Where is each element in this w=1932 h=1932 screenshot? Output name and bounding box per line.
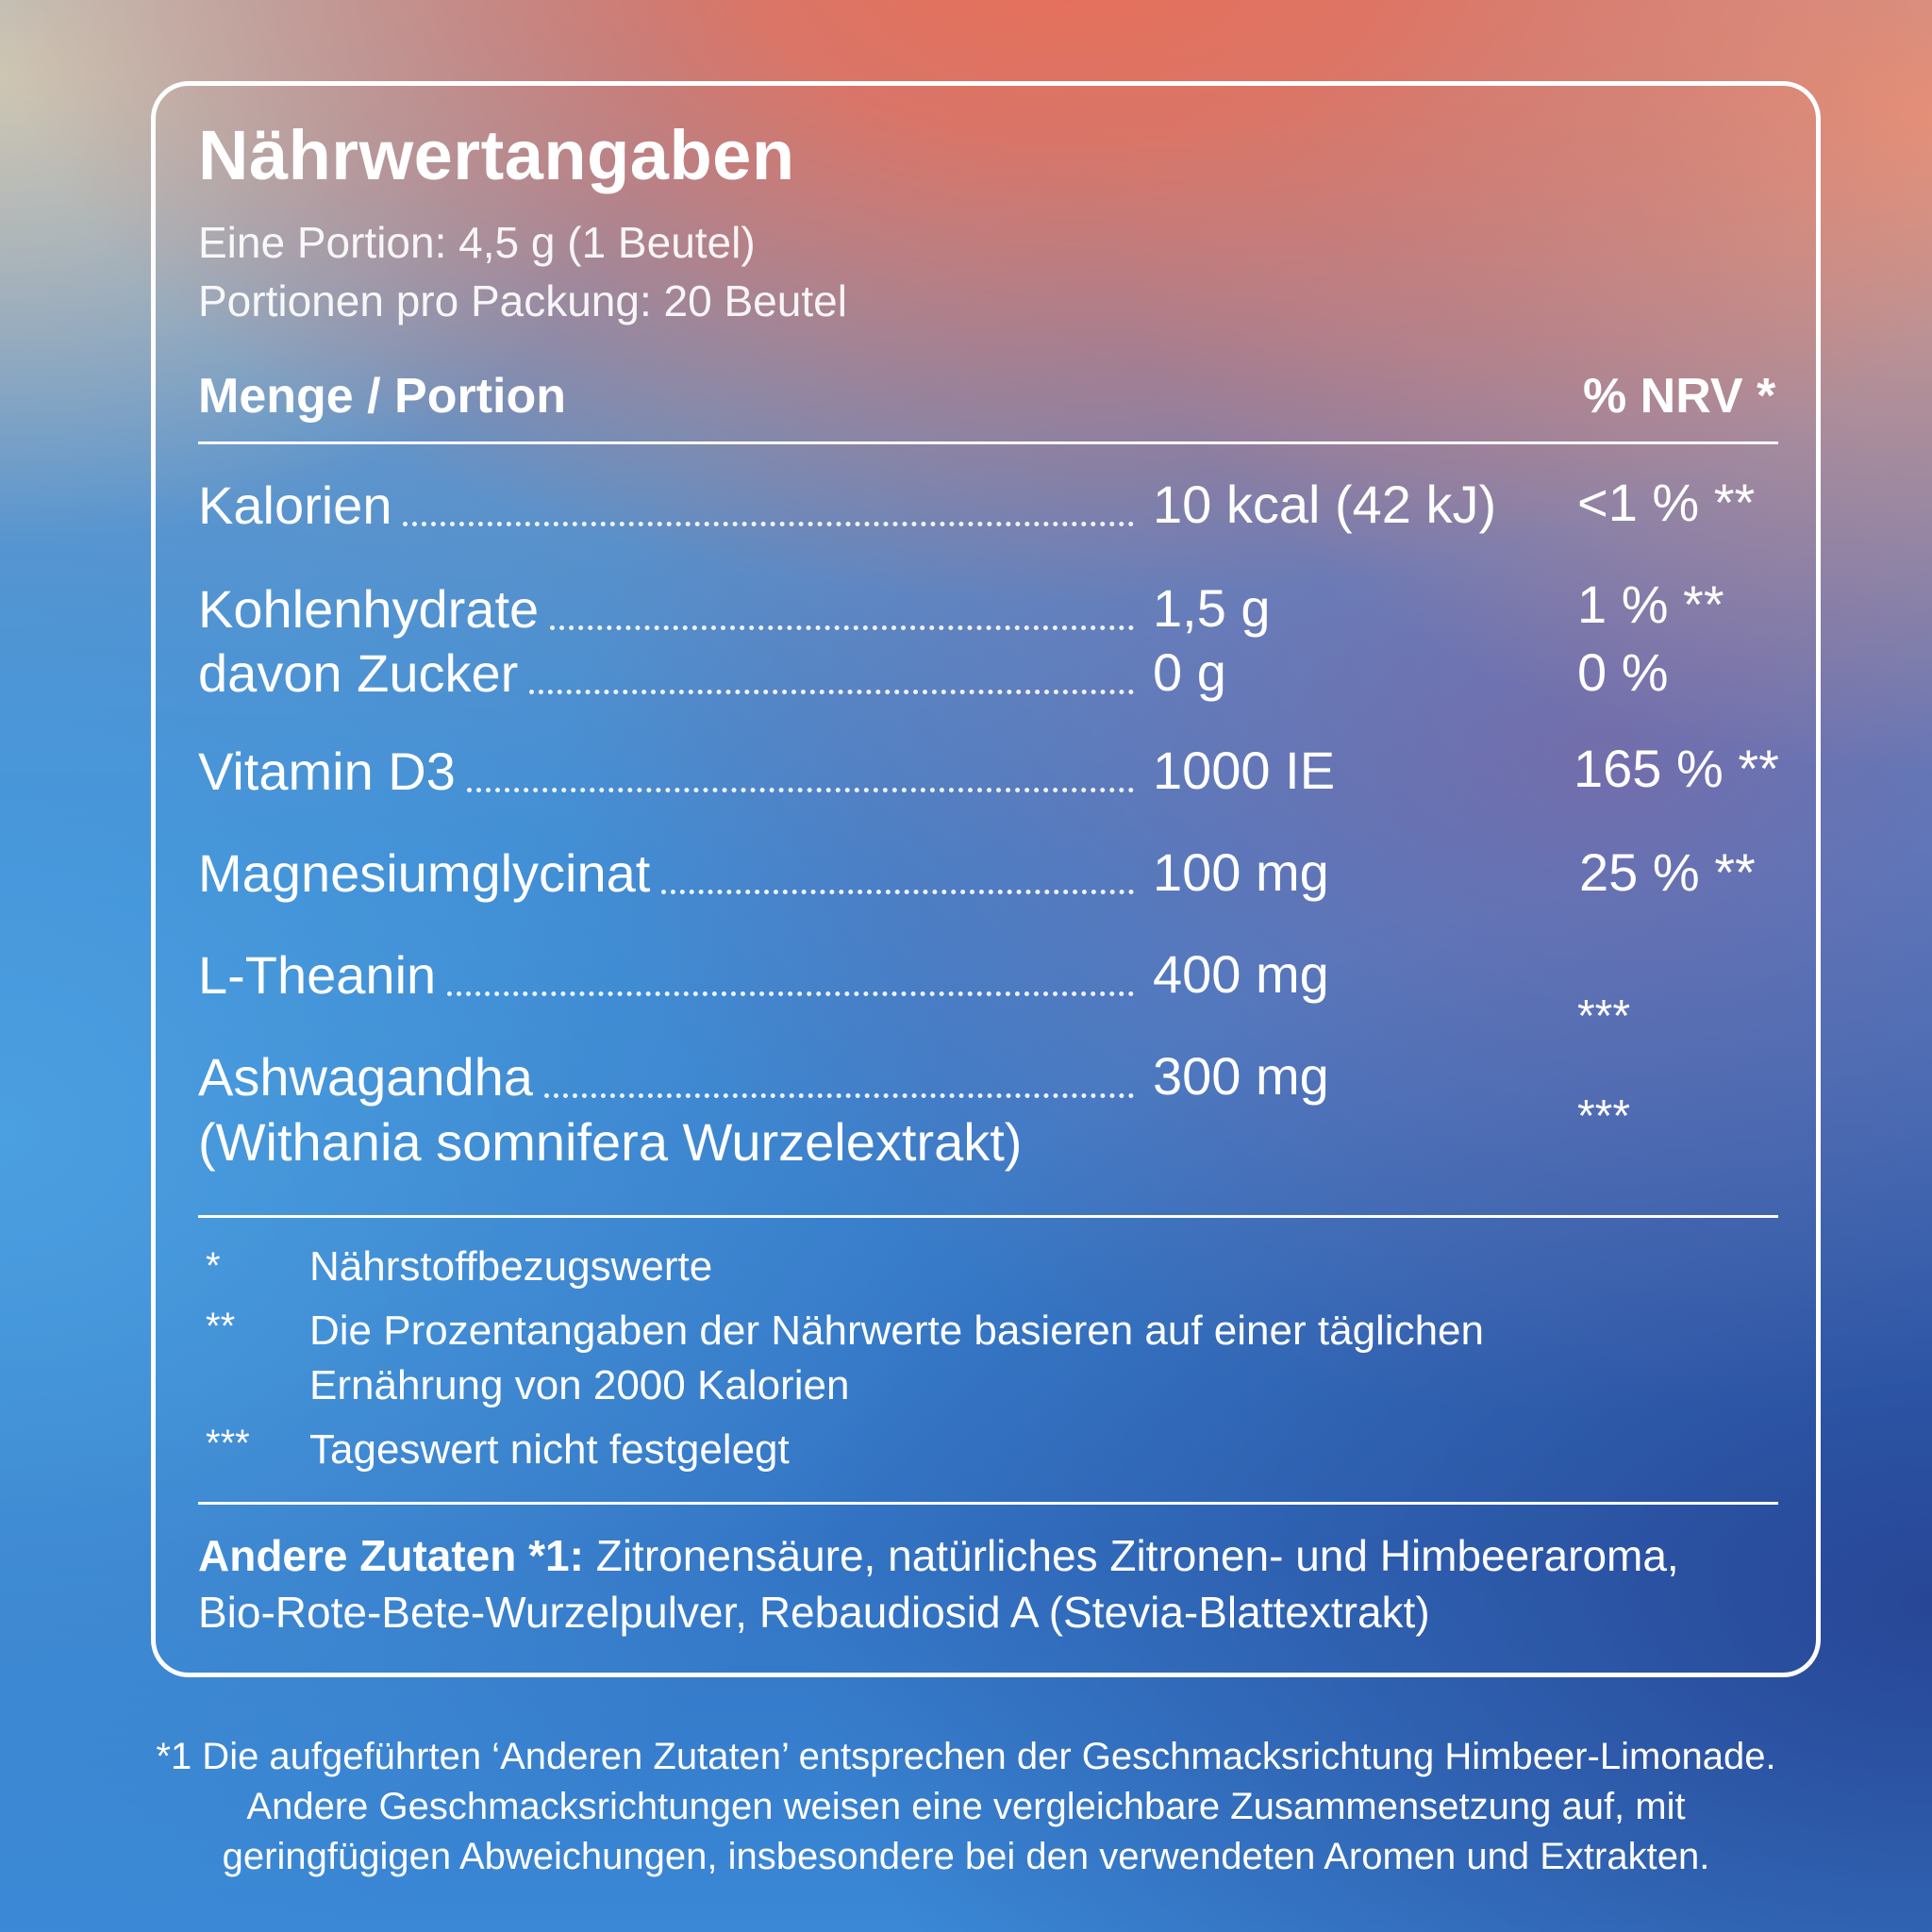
serving-size: Eine Portion: 4,5 g (1 Beutel) xyxy=(198,218,756,267)
nutrient-row-sugar xyxy=(198,641,1141,704)
leader-dots xyxy=(447,984,1134,996)
nutrient-name: Kohlenhydrate xyxy=(198,579,540,639)
nutrient-nrv: *** xyxy=(1577,991,1631,1041)
ingredients-line-1 xyxy=(198,1530,1679,1581)
nutrient-name: Magnesiumglycinat xyxy=(198,843,651,903)
leader-dots xyxy=(403,514,1134,526)
nutrient-value: 1000 IE xyxy=(1153,741,1336,800)
nutrient-name: L-Theanin xyxy=(198,945,437,1005)
nutrient-value: 100 mg xyxy=(1153,842,1329,902)
nrv-header: % NRV * xyxy=(1583,369,1776,424)
nutrient-row-calories xyxy=(198,474,1141,536)
amount-header: Menge / Portion xyxy=(198,369,566,424)
ingredients-text: Zitronensäure, natürliches Zitronen- und Himbeeraroma, xyxy=(583,1531,1679,1580)
nutrient-value: 10 kcal (42 kJ) xyxy=(1153,475,1497,534)
nutrient-nrv: 165 % ** xyxy=(1574,739,1779,798)
nutrient-nrv: <1 % ** xyxy=(1577,473,1756,532)
footnote-text-continued: Ernährung von 2000 Kalorien xyxy=(309,1362,850,1408)
nutrient-nrv: 0 % xyxy=(1577,642,1669,702)
flavor-note xyxy=(0,1732,1932,1882)
nutrient-row-magnesium xyxy=(198,841,1141,904)
nutrient-name: Kalorien xyxy=(198,475,392,535)
page-title: Nährwertangaben xyxy=(198,116,795,194)
nutrient-name: Vitamin D3 xyxy=(198,741,456,801)
footnote-text: Tageswert nicht festgelegt xyxy=(309,1426,790,1473)
divider-middle xyxy=(198,1215,1778,1218)
footnote-mark: * xyxy=(206,1245,221,1287)
nutrient-nrv: 1 % ** xyxy=(1577,575,1724,634)
nutrient-value: 1,5 g xyxy=(1153,578,1271,638)
leader-dots xyxy=(529,682,1134,694)
nutrient-value: 0 g xyxy=(1153,642,1226,702)
leader-dots xyxy=(544,1086,1134,1098)
nutrient-row-carbs xyxy=(198,577,1141,640)
ingredients-line-2: Bio-Rote-Bete-Wurzelpulver, Rebaudiosid A (Stevia-Blattextrakt) xyxy=(198,1588,1430,1637)
divider-top xyxy=(198,441,1778,444)
leader-dots xyxy=(661,882,1134,894)
nutrient-name: Ashwagandha xyxy=(198,1047,533,1107)
footnote-mark: ** xyxy=(206,1306,236,1347)
footnote-text: Nährstoffbezugswerte xyxy=(309,1243,713,1290)
divider-bottom xyxy=(198,1502,1778,1505)
leader-dots xyxy=(467,780,1134,792)
flavor-note-line: Andere Geschmacksrichtungen weisen eine vergleichbare Zusammensetzung auf, mit xyxy=(246,1786,1686,1827)
leader-dots xyxy=(550,618,1134,630)
servings-per-pack: Portionen pro Packung: 20 Beutel xyxy=(198,276,847,325)
ingredients-label: Andere Zutaten *1: xyxy=(198,1531,584,1580)
nutrient-name: davon Zucker xyxy=(198,643,519,703)
flavor-note-line: *1 Die aufgeführten ‘Anderen Zutaten’ entsprechen der Geschmacksrichtung Himbeer-Limonade. xyxy=(156,1736,1776,1777)
nutrient-row-vitamin-d3 xyxy=(198,740,1141,802)
footnote-mark: *** xyxy=(206,1423,250,1464)
nutrient-row-l-theanine xyxy=(198,943,1141,1006)
nutrient-nrv: *** xyxy=(1577,1091,1631,1141)
nutrient-row-ashwagandha xyxy=(198,1045,1141,1108)
nutrient-value: 400 mg xyxy=(1153,944,1329,1004)
nutrient-value: 300 mg xyxy=(1153,1046,1329,1106)
footnote-text: Die Prozentangaben der Nährwerte basieren auf einer täglichen xyxy=(309,1307,1484,1354)
nutrient-nrv: 25 % ** xyxy=(1579,842,1756,902)
flavor-note-line: geringfügigen Abweichungen, insbesondere bei den verwendeten Aromen und Extrakten. xyxy=(222,1836,1710,1877)
nutrient-sublabel: (Withania somnifera Wurzelextrakt) xyxy=(198,1112,1023,1172)
